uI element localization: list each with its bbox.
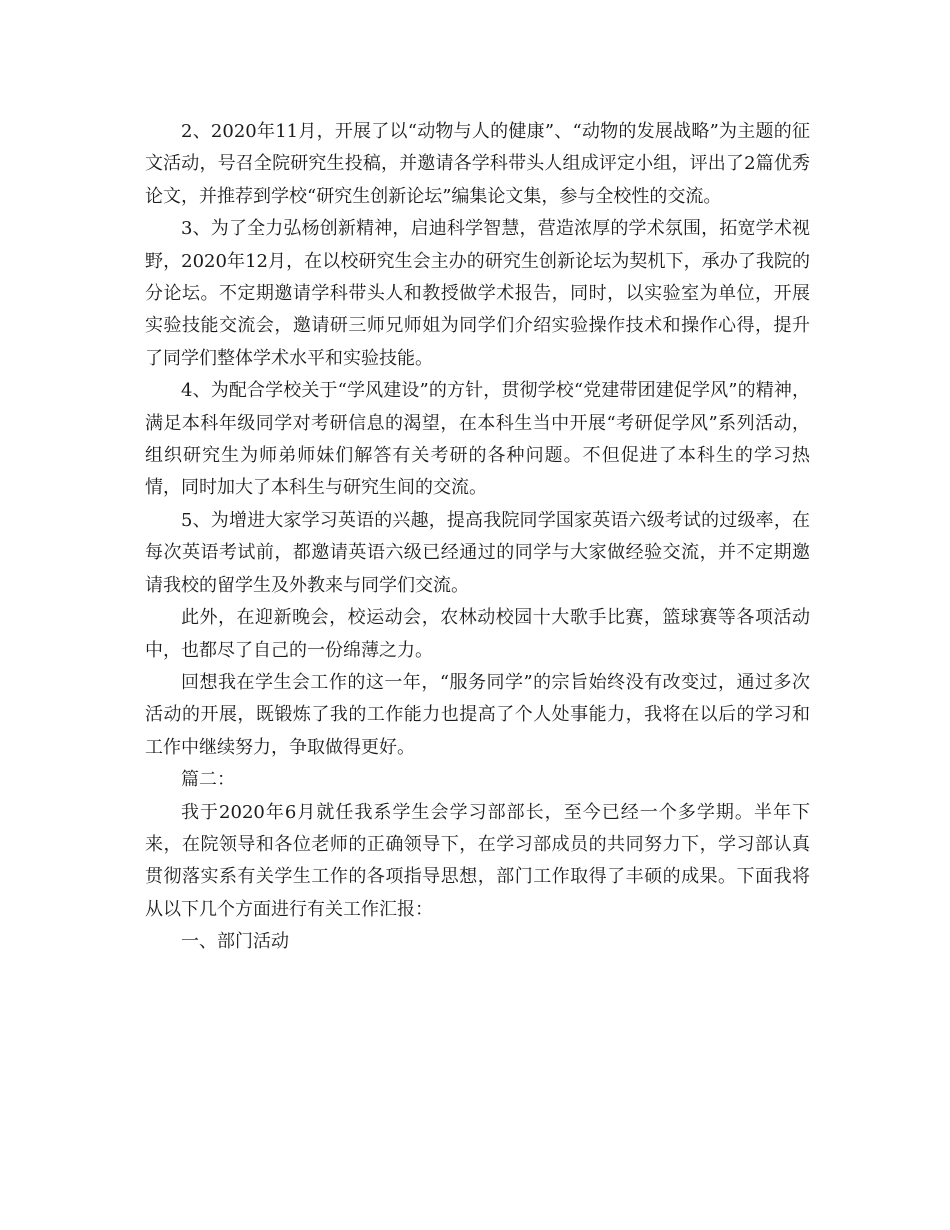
paragraph-item-3: 3、为了全力弘杨创新精神，启迪科学智慧，营造浓厚的学术氛围，拓宽学术视野，2020年12月，在以校研究生会主办的研究生创新论坛为契机下，承办了我院的分论坛。不定期邀请学科带头人和教授做学术报告，同时，以实验室为单位，开展实验技能交流会，邀请研三师兄师姐为同学们介绍实验操作技术和操作心得，提升了同学们整体学术水平和实验技能。 <box>145 218 810 369</box>
paragraph-intro: 我于2020年6月就任我系学生会学习部部长，至今已经一个多学期。半年下来，在院领导和各位老师的正确领导下，在学习部成员的共同努力下，学习部认真贯彻落实系有关学生工作的各项指导思想，部门工作取得了丰硕的成果。下面我将从以下几个方面进行有关工作汇报： <box>145 801 810 920</box>
paragraph-item-2: 2、2020年11月，开展了以“动物与人的健康”、“动物的发展战略”为主题的征文活动，号召全院研究生投稿，并邀请各学科带头人组成评定小组，评出了2篇优秀论文，并推荐到学校“研究生创新论坛”编集论文集，参与全校性的交流。 <box>145 121 810 207</box>
paragraph-additional: 此外，在迎新晚会，校运动会，农林动校园十大歌手比赛，篮球赛等各项活动中，也都尽了自己的一份绵薄之力。 <box>145 607 810 661</box>
document-body <box>145 116 810 959</box>
section-heading-part-two: 篇二： <box>181 769 235 791</box>
paragraph-item-4: 4、为配合学校关于“学风建设”的方针，贯彻学校“党建带团建促学风”的精神，满足本科年级同学对考研信息的渴望，在本科生当中开展“考研促学风”系列活动，组织研究生为师弟师妹们解答有关考研的各种问题。不但促进了本科生的学习热情，同时加大了本科生与研究生间的交流。 <box>145 380 810 499</box>
paragraph-item-5: 5、为增进大家学习英语的兴趣，提高我院同学国家英语六级考试的过级率，在每次英语考试前，都邀请英语六级已经通过的同学与大家做经验交流，并不定期邀请我校的留学生及外教来与同学们交流。 <box>145 509 810 596</box>
section-heading-department-activities: 一、部门活动 <box>181 931 289 953</box>
paragraph-reflection: 回想我在学生会工作的这一年，“服务同学”的宗旨始终没有改变过，通过多次活动的开展，既锻炼了我的工作能力也提高了个人处事能力，我将在以后的学习和工作中继续努力，争取做得更好。 <box>145 671 810 758</box>
